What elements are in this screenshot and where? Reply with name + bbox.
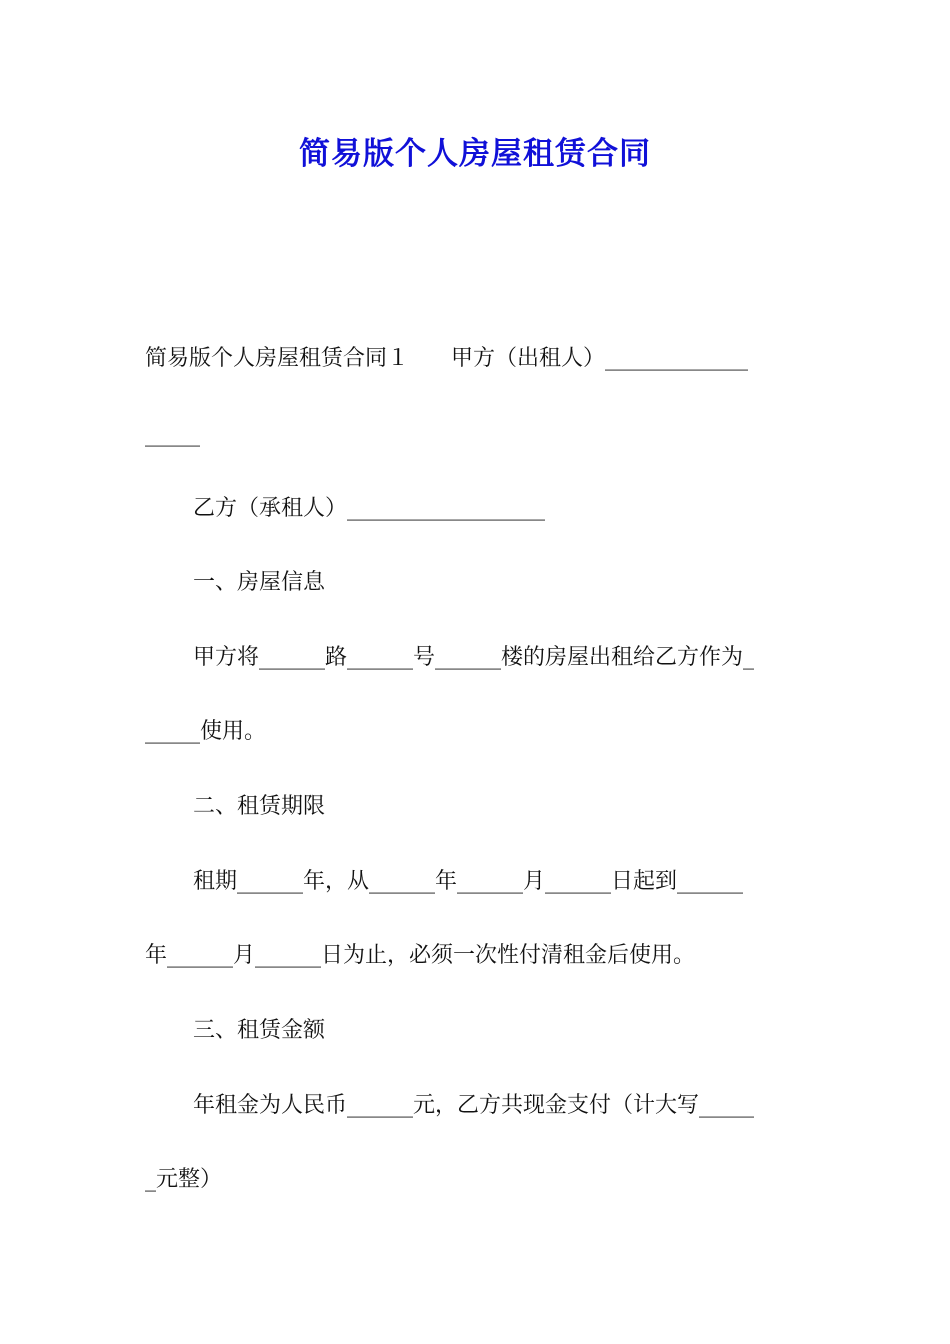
section-heading-house-info: 一、房屋信息 bbox=[193, 570, 326, 595]
section-heading-lease-term: 二、租赁期限 bbox=[193, 794, 326, 819]
document-title: 简易版个人房屋租赁合同 bbox=[299, 136, 651, 172]
rent-amount-paragraph-continued: _元整） bbox=[145, 1167, 223, 1192]
party-b-line: 乙方（承租人）__________________ bbox=[193, 496, 546, 521]
house-info-paragraph: 甲方将______路______号______楼的房屋出租给乙方作为_ bbox=[193, 645, 755, 670]
lease-term-paragraph: 租期______年，从______年______月______日起到______ bbox=[193, 869, 744, 894]
party-a-line-continued: _____ bbox=[145, 422, 200, 447]
lease-term-paragraph-continued: 年______月______日为止，必须一次性付清租金后使用。 bbox=[145, 943, 696, 968]
rent-amount-paragraph: 年租金为人民币______元，乙方共现金支付（计大写_____ bbox=[193, 1093, 755, 1118]
party-a-line: 简易版个人房屋租赁合同１ 甲方（出租人）_____________ bbox=[145, 346, 748, 371]
section-heading-rent-amount: 三、租赁金额 bbox=[193, 1018, 326, 1043]
house-info-paragraph-continued: _____使用。 bbox=[145, 719, 267, 744]
